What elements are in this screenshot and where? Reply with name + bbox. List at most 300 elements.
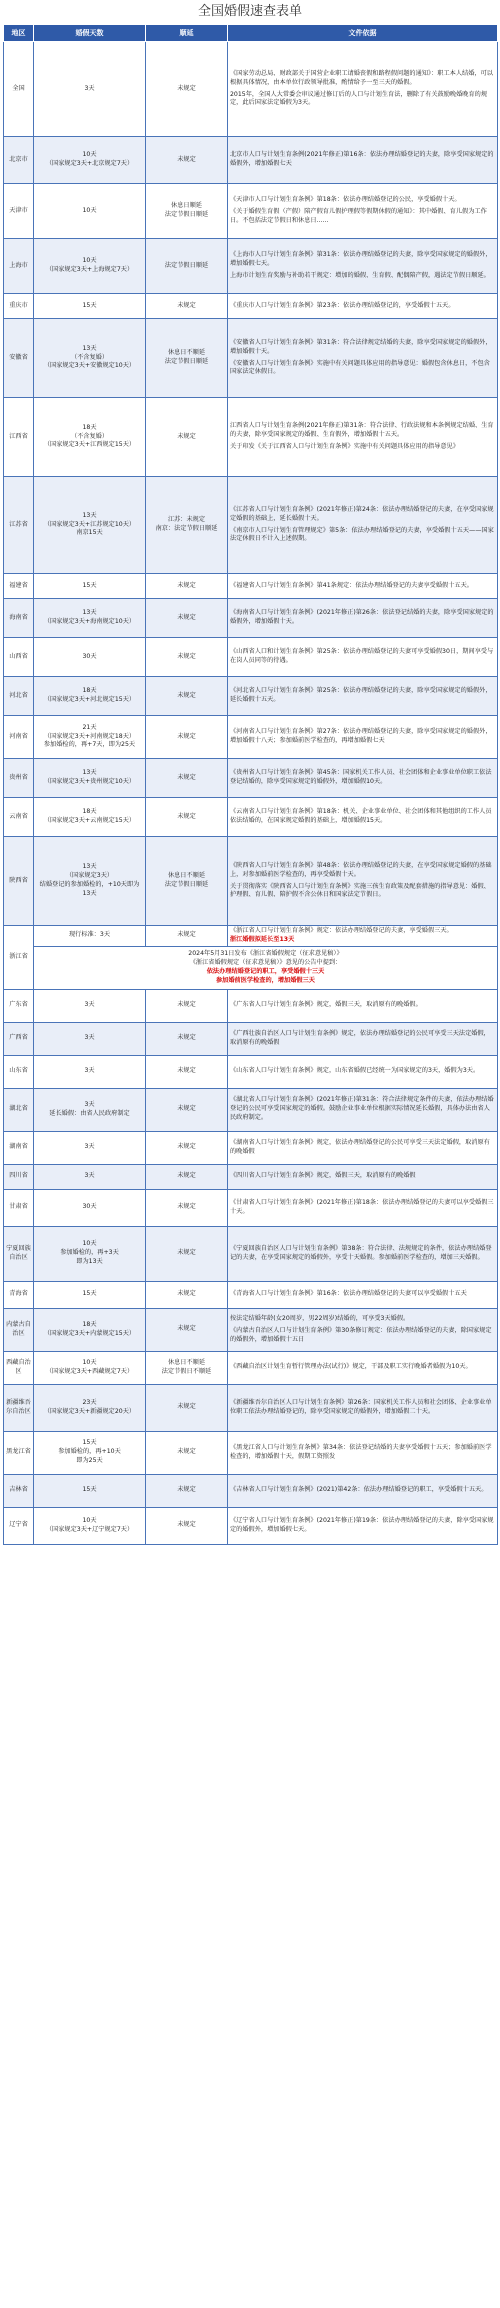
region-cell: 湖北省 — [4, 1088, 34, 1131]
marriage-leave-table — [3, 24, 498, 1545]
basis-paragraph: 《国家劳动总局、财政部关于国营企业职工请婚丧假和路程假问题的通知》：职工本人结婚，可以根据具体情况，由本单位行政领导批准，酌情给予一至三天的婚假。 — [230, 69, 493, 86]
postpone-cell — [146, 1384, 228, 1431]
days-line: （国家规定3天+贵州规定10天） — [43, 778, 136, 785]
basis-cell — [228, 1384, 498, 1431]
days-line: 即为13天 — [76, 1258, 103, 1266]
basis-paragraph: 《宁夏回族自治区人口与计划生育条例》第38条：符合法律、法规规定的条件，依法办理结婚登记的夫妻，在享受国家规定的婚假外，享受十天婚假。参加婚前医学检查的，增加三天婚假。 — [230, 1244, 492, 1261]
postpone-line: 未规定 — [177, 773, 196, 781]
days-cell — [34, 239, 146, 294]
days-line: 参加婚检的，再+3天 — [60, 1249, 119, 1257]
days-line: 15天 — [82, 581, 97, 589]
region-cell: 浙江省 — [4, 926, 34, 990]
basis-cell — [228, 294, 498, 319]
postpone-cell — [146, 239, 228, 294]
table-row — [4, 1507, 498, 1544]
basis-cell — [228, 677, 498, 716]
zhejiang-current-days: 现行标准：3天 — [34, 926, 146, 947]
postpone-cell — [146, 1226, 228, 1281]
table-body-second — [4, 989, 498, 1544]
postpone-cell — [146, 989, 228, 1022]
days-line: 18天 — [82, 423, 97, 431]
days-cell — [34, 1474, 146, 1507]
days-line: 15天 — [82, 1290, 97, 1298]
postpone-cell — [146, 184, 228, 239]
days-cell — [34, 638, 146, 677]
table-row — [4, 798, 498, 837]
postpone-line: 法定节假日顺延 — [164, 358, 209, 365]
basis-paragraph: 《青海省人口与计划生育条例》第16条：依法办理结婚登记的夫妻可以享受婚假十五天 — [230, 1290, 467, 1298]
table-row — [4, 599, 498, 638]
notice-line-1: 2024年5月31日发布《浙江省婚假规定（征求意见稿）》 — [188, 950, 343, 957]
basis-cell — [228, 1088, 498, 1131]
days-line: 10天 — [82, 1358, 97, 1366]
zhejiang-postpone: 未规定 — [146, 926, 228, 947]
region-cell: 黑龙江省 — [4, 1431, 34, 1474]
basis-paragraph: 《上海市人口与计划生育条例》第31条：依法办理结婚登记的夫妻，除享受国家规定的婚假外，增加婚假七天。 — [230, 251, 492, 267]
days-line: 10天 — [82, 257, 97, 265]
table-row — [4, 989, 498, 1022]
basis-cell — [228, 398, 498, 477]
days-cell — [34, 1088, 146, 1131]
postpone-cell — [146, 1055, 228, 1088]
region-cell: 青海省 — [4, 1281, 34, 1308]
postpone-line: 未规定 — [177, 732, 196, 740]
basis-cell — [228, 42, 498, 137]
postpone-cell — [146, 294, 228, 319]
basis-paragraph: 《河北省人口与计划生育条例》第25条：依法办理结婚登记的夫妻，除享受国家规定的婚假外，延长婚假十五天。 — [230, 687, 492, 703]
basis-paragraph: 《重庆市人口与计划生育条例》第23条：依法办理结婚登记的，享受婚假十五天。 — [230, 301, 455, 309]
days-line: 15天 — [82, 301, 97, 309]
table-row — [4, 1384, 498, 1431]
zhejiang-doc — [228, 926, 498, 947]
basis-paragraph: 北京市人口与计划生育条例(2021年修正)第16条：依法办理结婚登记的夫妻，除享受国家规定的婚假外，增加婚假七天 — [230, 151, 494, 167]
basis-paragraph: 上海市计划生育奖励与补助若干规定：增加的婚假、生育假、配偶陪产假，遇法定节假日顺延。 — [230, 271, 490, 279]
days-line: 15天 — [82, 1486, 97, 1494]
col-header-basis: 文件依据 — [228, 25, 498, 42]
basis-paragraph: 《陕西省人口与计划生育条例》第48条：依法办理结婚登记的夫妻，在享受国家规定婚假的基础上，对参加婚前医学检查的，再享受婚假十天。 — [230, 861, 492, 878]
days-cell — [34, 989, 146, 1022]
postpone-line: 未规定 — [177, 1486, 196, 1494]
postpone-line: 未规定 — [177, 613, 196, 621]
col-header-days: 婚假天数 — [34, 25, 146, 42]
table-body-main — [4, 42, 498, 926]
basis-cell — [228, 1308, 498, 1351]
basis-cell — [228, 759, 498, 798]
days-line: 13天 — [82, 344, 97, 352]
postpone-line: 休息日不顺延 — [167, 872, 206, 880]
basis-paragraph: 《关于婚假生育假（产假）陪产假育儿假护理假等假期休假的通知》：其中婚假、育儿假为工作日。不包括法定节假日和休息日...... — [230, 208, 487, 224]
postpone-cell — [146, 677, 228, 716]
basis-paragraph: 《甘肃省人口与计划生育条例》(2021年修正)第18条：依法办理结婚登记的夫妻可以享受婚假三十天。 — [230, 1198, 494, 1215]
basis-paragraph: 2015年，全国人大常委会审议通过修订后的人口与计划生育法，删除了有关鼓励晚婚晚育的规定，此后国家法定婚假为3天。 — [230, 90, 488, 107]
days-line: 10天 — [82, 1516, 97, 1524]
table-row — [4, 1022, 498, 1055]
basis-cell — [228, 319, 498, 398]
table-row — [4, 1308, 498, 1351]
table-row — [4, 677, 498, 716]
zhejiang-notice-row — [4, 946, 498, 989]
days-cell — [34, 1351, 146, 1384]
region-cell: 河北省 — [4, 677, 34, 716]
days-line: （国家规定3天+海南规定10天） — [43, 618, 136, 625]
days-line: （国家规定3天+北京规定7天） — [45, 160, 134, 167]
postpone-line: 未规定 — [177, 1034, 196, 1042]
days-cell — [34, 294, 146, 319]
basis-paragraph: 《云南省人口与计划生育条例》第18条：机关、企业事业单位、社会团体和其他组织的工作人员依法结婚的，在国家规定婚假的基础上，增加婚假15天。 — [230, 808, 492, 824]
postpone-line: 休息日不顺延 — [167, 1358, 206, 1366]
basis-cell — [228, 239, 498, 294]
table-row — [4, 137, 498, 184]
postpone-line: 南京：法定节假日顺延 — [155, 525, 218, 532]
days-cell — [34, 42, 146, 137]
postpone-cell — [146, 1088, 228, 1131]
postpone-cell — [146, 1131, 228, 1164]
days-line: （国家规定3天+西藏规定7天） — [45, 1367, 134, 1375]
zhejiang-section — [4, 926, 498, 990]
days-cell — [34, 1164, 146, 1189]
region-cell: 上海市 — [4, 239, 34, 294]
postpone-line: 法定节假日顺延 — [164, 881, 209, 888]
zhejiang-notice — [34, 946, 498, 989]
postpone-line: 未规定 — [177, 691, 196, 699]
region-cell: 辽宁省 — [4, 1507, 34, 1544]
days-line: 18天 — [82, 808, 97, 816]
region-cell: 四川省 — [4, 1164, 34, 1189]
basis-paragraph: 《河南省人口与计划生育条例》第27条：依法办理结婚登记的夫妻，除享受国家规定的婚假外，增加婚假十八天；参加婚前医学检查的，再增加婚假七天 — [230, 728, 492, 744]
postpone-cell — [146, 42, 228, 137]
region-cell: 江苏省 — [4, 477, 34, 574]
basis-paragraph: 《广东省人口与计划生育条例》规定，婚假三天，取消原有的晚婚假。 — [230, 1001, 422, 1009]
basis-cell — [228, 477, 498, 574]
basis-cell — [228, 1164, 498, 1189]
region-cell: 山西省 — [4, 638, 34, 677]
days-line: 3天 — [84, 1001, 95, 1009]
basis-paragraph: 《福建省人口与计划生育条例》第41条规定：依法办理结婚登记的夫妻享受婚假十五天。 — [230, 581, 473, 589]
basis-cell — [228, 638, 498, 677]
basis-paragraph: 按法定结婚年龄(女20周岁，男22周岁)结婚的，可享受3天婚假。 — [230, 1314, 410, 1322]
postpone-line: 未规定 — [177, 1521, 196, 1529]
table-row — [4, 1351, 498, 1384]
postpone-cell — [146, 1507, 228, 1544]
region-cell: 全国 — [4, 42, 34, 137]
days-line: （国家规定3天+内蒙规定15天） — [43, 1329, 136, 1337]
days-line: 30天 — [82, 1203, 97, 1211]
postpone-line: 法定节假日顺延 — [164, 211, 209, 218]
postpone-line: 法定节假日不顺延 — [161, 1367, 212, 1375]
table-header-row — [4, 25, 498, 42]
days-line: （国家规定3天+江西规定15天） — [43, 441, 136, 449]
table-row — [4, 1431, 498, 1474]
days-line: 13天 — [82, 769, 97, 777]
basis-paragraph: 《南京市人口与计划生育管理规定》第5条：依法办理结婚登记的夫妻，享受婚假十五天——国家法定休假日不计入上述假期。 — [230, 526, 494, 543]
postpone-line: 未规定 — [177, 1172, 196, 1180]
region-cell: 云南省 — [4, 798, 34, 837]
basis-cell — [228, 1431, 498, 1474]
table-row — [4, 1226, 498, 1281]
days-line: 18天 — [82, 687, 97, 695]
basis-paragraph: 《四川省人口与计划生育条例》规定，婚假三天，取消原有的晚婚假 — [230, 1172, 416, 1180]
days-cell — [34, 1507, 146, 1544]
table-row — [4, 638, 498, 677]
basis-paragraph: 《广西壮族自治区人口与计划生育条例》规定，依法办理结婚登记的公民可享受三天法定婚假，取消原有的晚婚假 — [230, 1029, 490, 1046]
postpone-cell — [146, 759, 228, 798]
basis-paragraph: 《黑龙江省人口与计划生育条例》第34条：依法登记结婚的夫妻享受婚假十五天；参加婚前医学检查的，增加婚假十天，假期工资照发 — [230, 1443, 492, 1460]
basis-paragraph: 《贵州省人口与计划生育条例》第45条：国家机关工作人员、社会团体和企业事业单位职工依法登记结婚的，除享受国家规定的婚假外，增加婚假10天。 — [230, 769, 492, 785]
days-cell — [34, 677, 146, 716]
days-line: 18天 — [82, 1320, 97, 1328]
postpone-line: 未规定 — [177, 1203, 196, 1211]
region-cell: 天津市 — [4, 184, 34, 239]
postpone-cell — [146, 837, 228, 926]
days-line: （国家规定3天+新疆规定20天） — [43, 1407, 136, 1415]
postpone-line: 未规定 — [177, 84, 196, 92]
table-row — [4, 837, 498, 926]
region-cell: 山东省 — [4, 1055, 34, 1088]
region-cell: 西藏自治区 — [4, 1351, 34, 1384]
postpone-line: 未规定 — [177, 1105, 196, 1113]
region-cell: 江西省 — [4, 398, 34, 477]
days-line: 3天 — [84, 1172, 95, 1180]
postpone-line: 未规定 — [177, 1290, 196, 1298]
days-line: （国家规定3天+河南规定18天） — [43, 732, 136, 740]
table-row — [4, 239, 498, 294]
basis-paragraph: 《安徽省人口与计划生育条例》实施中有关问题具体应用的指导意见：婚假包含休息日，不包含国家法定休假日。 — [230, 359, 490, 376]
days-cell — [34, 1384, 146, 1431]
postpone-cell — [146, 398, 228, 477]
days-cell — [34, 1431, 146, 1474]
days-cell — [34, 319, 146, 398]
postpone-cell — [146, 716, 228, 759]
days-line: 3天 — [84, 1143, 95, 1151]
basis-paragraph: 《吉林省人口与计划生育条例》(2021)第42条：依法办理结婚登记的职工，享受婚假十五天。 — [230, 1486, 488, 1494]
days-line: （国家规定3天+江苏规定10天） — [43, 520, 136, 528]
basis-paragraph: 《山西省人口和计划生育条例》第25条：依法办理结婚登记的夫妻可享受婚假30日，期间享受与在岗人员同等的待遇。 — [230, 648, 494, 664]
basis-cell — [228, 574, 498, 599]
days-line: （国家规定3天+云南规定15天） — [43, 817, 136, 824]
postpone-cell — [146, 1022, 228, 1055]
days-line: 3天 — [84, 1034, 95, 1042]
region-cell: 新疆维吾尔自治区 — [4, 1384, 34, 1431]
postpone-line: 江苏：未规定 — [167, 516, 206, 524]
table-row — [4, 42, 498, 137]
postpone-line: 未规定 — [177, 1143, 196, 1151]
postpone-line: 未规定 — [177, 432, 196, 440]
days-line: 南京15天 — [76, 529, 103, 537]
basis-cell — [228, 1131, 498, 1164]
postpone-line: 休息日顺延 — [171, 202, 202, 210]
region-cell: 内蒙古自治区 — [4, 1308, 34, 1351]
table-row — [4, 759, 498, 798]
postpone-cell — [146, 1164, 228, 1189]
table-row — [4, 1281, 498, 1308]
days-cell — [34, 716, 146, 759]
table-row — [4, 1131, 498, 1164]
postpone-cell — [146, 1474, 228, 1507]
postpone-line: 未规定 — [177, 1001, 196, 1009]
postpone-cell — [146, 1351, 228, 1384]
basis-paragraph: 关于印发《关于江西省人口与计划生育条例》实施中有关问题具体应用的指导意见》 — [230, 442, 459, 450]
days-cell — [34, 398, 146, 477]
days-cell — [34, 1055, 146, 1088]
days-line: 3天 — [84, 1100, 95, 1108]
basis-paragraph: 《天津市人口与计划生育条例》第18条：依法办理结婚登记的公民，享受婚假十天。 — [230, 196, 461, 204]
days-line: 即为25天 — [76, 1457, 103, 1465]
table-row — [4, 716, 498, 759]
basis-paragraph: 《湖南省人口与计划生育条例》规定，依法办理结婚登记的公民可享受三天法定婚假，取消原有的晚婚假 — [230, 1138, 490, 1155]
days-line: 10天 — [82, 206, 97, 214]
basis-paragraph: 《江苏省人口与计划生育条例》(2021年修正)第24条：依法办理结婚登记的夫妻，在享受国家规定婚假的基础上，延长婚假十天。 — [230, 505, 494, 522]
region-cell: 湖南省 — [4, 1131, 34, 1164]
days-line: （不含复婚） — [70, 353, 109, 361]
postpone-line: 休息日不顺延 — [167, 349, 206, 357]
table-row — [4, 1474, 498, 1507]
table-row — [4, 319, 498, 398]
table-row — [4, 184, 498, 239]
basis-cell — [228, 1022, 498, 1055]
basis-cell — [228, 137, 498, 184]
days-line: （国家规定3天+上海规定7天） — [45, 266, 134, 273]
postpone-cell — [146, 1189, 228, 1226]
postpone-line: 未规定 — [177, 1067, 196, 1075]
postpone-line: 未规定 — [177, 581, 196, 589]
days-line: 10天 — [82, 1240, 97, 1248]
days-line: （国家规定3天+河北规定15天） — [43, 696, 136, 703]
col-header-region: 地区 — [4, 25, 34, 42]
days-line: 10天 — [82, 151, 97, 159]
region-cell: 重庆市 — [4, 294, 34, 319]
basis-cell — [228, 1281, 498, 1308]
days-cell — [34, 1189, 146, 1226]
basis-paragraph: 《西藏自治区计划生育暂行管理办法(试行)》规定，干部及职工实行晚婚者婚假为10天。 — [230, 1363, 472, 1371]
basis-paragraph: 关于贯彻落实《陕西省人口与计划生育条例》实施三孩生育政策及配套措施的指导意见：婚假、护理假、育儿假、陪护假不含公休日和国家法定节假日。 — [230, 882, 490, 899]
postpone-line: 未规定 — [177, 1448, 196, 1456]
postpone-cell — [146, 1281, 228, 1308]
days-line: 15天 — [82, 1439, 97, 1447]
notice-line-3: 依法办理结婚登记的职工，享受婚假十三天 — [206, 967, 325, 975]
postpone-line: 未规定 — [177, 652, 196, 660]
days-cell — [34, 798, 146, 837]
days-cell — [34, 137, 146, 184]
postpone-line: 未规定 — [177, 155, 196, 163]
basis-cell — [228, 1474, 498, 1507]
basis-paragraph: 《新疆维吾尔自治区人口与计划生育条例》第26条：国家机关工作人员和社会团体、企业事业单位职工依法办理结婚登记的，除享受国家规定的婚假外，增加婚假二十天。 — [230, 1398, 492, 1415]
region-cell: 吉林省 — [4, 1474, 34, 1507]
table-row — [4, 398, 498, 477]
notice-line-4: 参加婚前医学检查的，增加婚假三天 — [216, 976, 315, 984]
basis-cell — [228, 798, 498, 837]
region-cell: 宁夏回族自治区 — [4, 1226, 34, 1281]
postpone-cell — [146, 574, 228, 599]
basis-cell — [228, 716, 498, 759]
region-cell: 贵州省 — [4, 759, 34, 798]
days-line: 参加婚检的，再+10天 — [58, 1448, 121, 1456]
basis-paragraph: 《辽宁省人口与计划生育条例》(2021年修正)第19条：依法办理结婚登记的夫妻，除享受国家规定的婚假外，增加婚假七天。 — [230, 1516, 494, 1533]
postpone-cell — [146, 1431, 228, 1474]
days-line: 13天 — [82, 863, 97, 871]
postpone-line: 法定节假日顺延 — [164, 261, 209, 269]
postpone-cell — [146, 638, 228, 677]
days-line: 23天 — [82, 1398, 97, 1406]
days-cell — [34, 1022, 146, 1055]
postpone-cell — [146, 798, 228, 837]
basis-cell — [228, 1189, 498, 1226]
region-cell: 甘肃省 — [4, 1189, 34, 1226]
days-cell — [34, 599, 146, 638]
col-header-postpone: 顺延 — [146, 25, 228, 42]
days-line: 30天 — [82, 652, 97, 660]
table-row — [4, 1055, 498, 1088]
table-row — [4, 574, 498, 599]
days-line: 13天 — [82, 609, 97, 617]
days-cell — [34, 1281, 146, 1308]
postpone-line: 未规定 — [177, 1325, 196, 1333]
page-title: 全国婚假速查表单 — [197, 4, 302, 19]
days-cell — [34, 1131, 146, 1164]
basis-cell — [228, 1055, 498, 1088]
days-line: 参加婚检的，再+7天，即为25天 — [43, 741, 136, 749]
days-line: （国家规定3天+辽宁规定7天） — [45, 1525, 134, 1533]
days-line: 结婚登记的参加婚检的，+10天即为13天 — [39, 881, 140, 897]
basis-paragraph: 《安徽省人口与计划生育条例》第31条：符合法律规定结婚的夫妻，除享受国家规定的婚假外，增加婚假十天。 — [230, 338, 492, 355]
region-cell: 河南省 — [4, 716, 34, 759]
days-cell — [34, 477, 146, 574]
days-line: 21天 — [82, 723, 97, 731]
days-line: 3天 — [84, 84, 95, 92]
basis-paragraph: 江西省人口与计划生育条例(2021年修正)第31条：符合法律、行政法规和本条例规定结婚、生育的夫妻，除享受国家规定的婚假、生育假外，增加婚假十五天。 — [230, 422, 494, 438]
region-cell: 福建省 — [4, 574, 34, 599]
postpone-line: 未规定 — [177, 812, 196, 820]
days-line: 延长婚假：由省人民政府制定 — [49, 1109, 130, 1117]
days-line: （国家规定3天） — [65, 872, 114, 880]
table-row — [4, 1164, 498, 1189]
basis-cell — [228, 837, 498, 926]
basis-cell — [228, 184, 498, 239]
basis-cell — [228, 1226, 498, 1281]
notice-line-2: 《浙江省婚假规定（征求意见稿）》意见的公告中提到： — [189, 958, 342, 966]
basis-cell — [228, 1351, 498, 1384]
postpone-line: 未规定 — [177, 301, 196, 309]
region-cell: 陕西省 — [4, 837, 34, 926]
days-line: 13天 — [82, 511, 97, 519]
region-cell: 广西省 — [4, 1022, 34, 1055]
basis-paragraph: 《海南省人口与计划生育条例》(2021年修正)第26条：依法登记结婚的夫妻，除享受国家规定的婚假外，增加婚假十天。 — [230, 609, 494, 625]
table-row — [4, 1088, 498, 1131]
basis-cell — [228, 989, 498, 1022]
days-cell — [34, 1226, 146, 1281]
days-cell — [34, 184, 146, 239]
days-line: 3天 — [84, 1067, 95, 1075]
table-row — [4, 1189, 498, 1226]
table-row — [4, 477, 498, 574]
region-cell: 北京市 — [4, 137, 34, 184]
days-cell — [34, 759, 146, 798]
postpone-cell — [146, 599, 228, 638]
region-cell: 广东省 — [4, 989, 34, 1022]
postpone-line: 未规定 — [177, 1249, 196, 1257]
postpone-cell — [146, 319, 228, 398]
zhejiang-overlay-note: 浙江婚假拟延长至13天 — [230, 935, 295, 943]
region-cell: 海南省 — [4, 599, 34, 638]
basis-cell — [228, 1507, 498, 1544]
postpone-cell — [146, 477, 228, 574]
basis-paragraph: 《湖北省人口与计划生育条例》(2021年修正)第31条：符合法律规定条件的夫妻，依法办理结婚登记的公民可享受国家规定的婚假。鼓励企业事业单位根据实际情况延长婚假，具体办法由省人民政府制定。 — [230, 1096, 494, 1122]
basis-cell — [228, 599, 498, 638]
days-line: （国家规定3天+安徽规定10天） — [43, 362, 136, 370]
zhejiang-doc-text: 《浙江省人口与计划生育条例》规定：依法办理结婚登记的夫妻，享受婚假三天。 — [230, 927, 453, 934]
days-cell — [34, 574, 146, 599]
postpone-cell — [146, 137, 228, 184]
days-line: （不含复婚） — [70, 432, 109, 440]
